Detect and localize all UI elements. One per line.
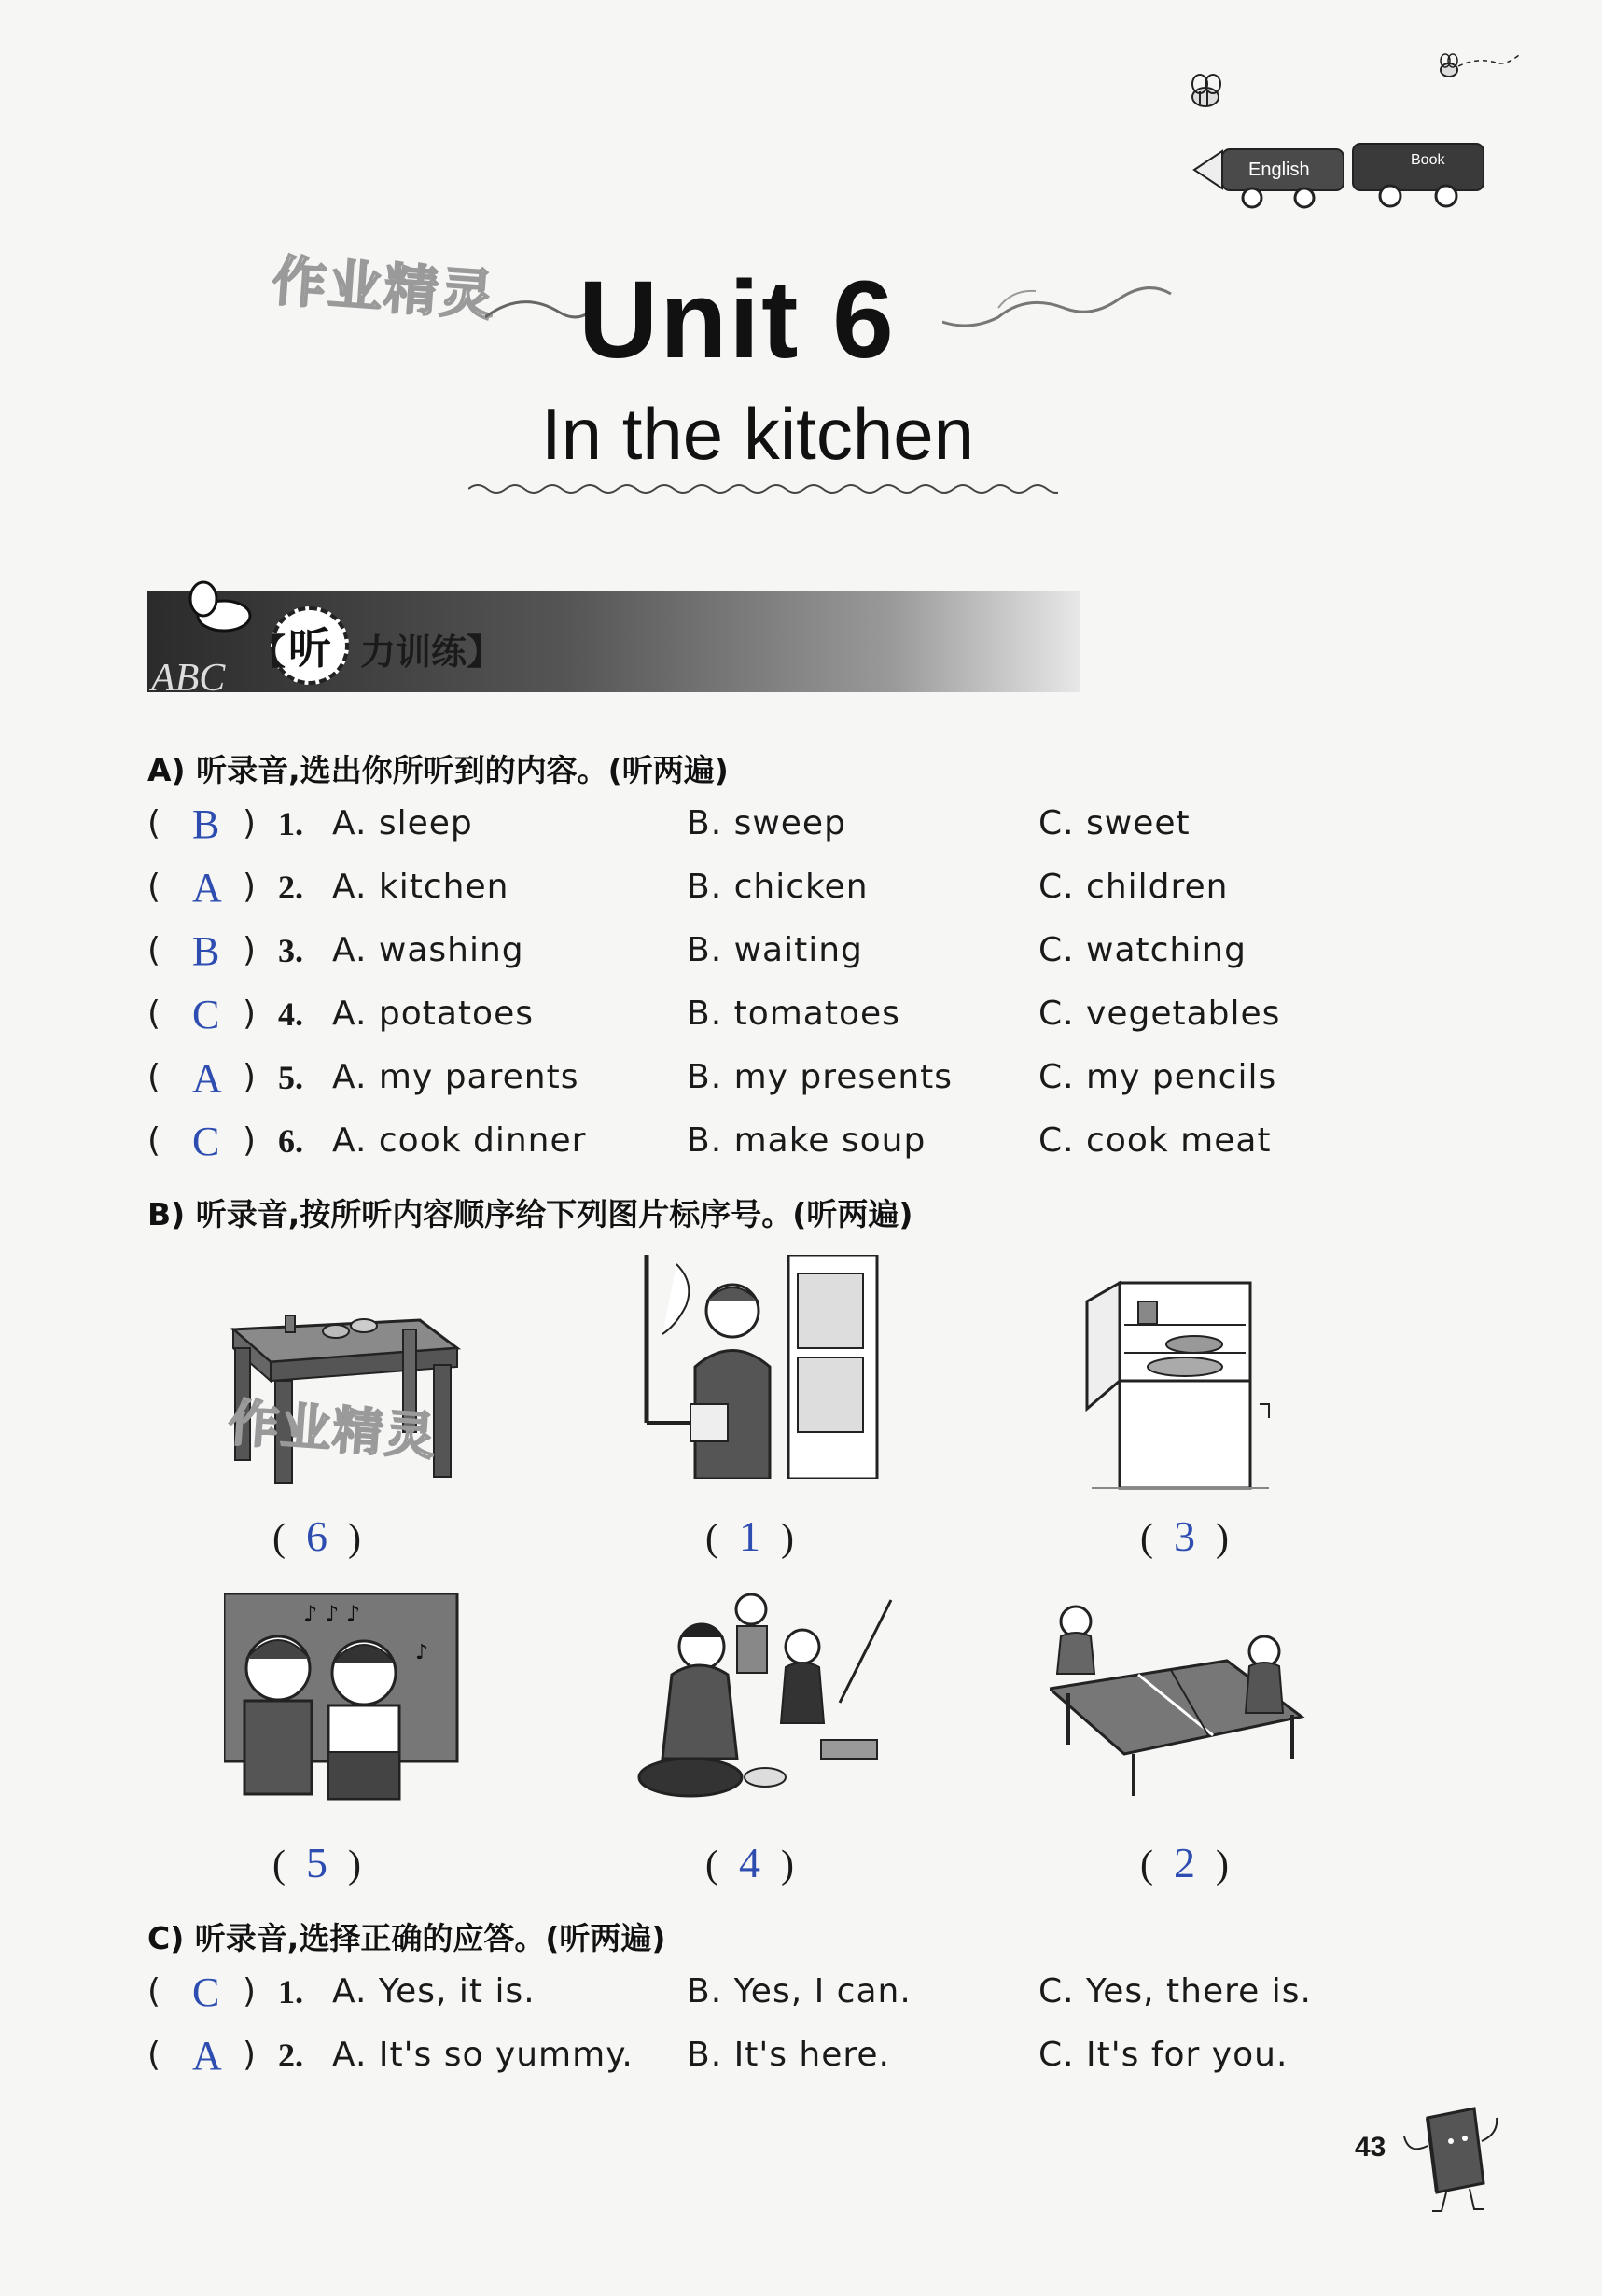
picture-label: ( 4 ) — [705, 1839, 794, 1886]
question-row: ( B ) 1. A. sleep B. sweep C. sweet — [147, 801, 1191, 847]
option-b: B. sweep — [687, 804, 846, 842]
picture-answer: 3 — [1174, 1512, 1195, 1560]
option-a: A. cook dinner — [332, 1121, 587, 1160]
section-c-heading: C) 听录音,选择正确的应答。(听两遍) — [147, 1920, 666, 1956]
family-cooking-icon — [625, 1591, 905, 1824]
listening-badge: 听 — [271, 606, 349, 685]
option-a: A. kitchen — [332, 868, 509, 906]
section-b-heading: B) 听录音,按所听内容顺序给下列图片标序号。(听两遍) — [147, 1196, 913, 1232]
answer-mark: A — [192, 1055, 222, 1101]
pencil-book-train-icon — [1157, 47, 1530, 233]
option-a: A. washing — [332, 931, 524, 969]
option-a: A. my parents — [332, 1058, 579, 1096]
option-b: B. chicken — [687, 868, 869, 906]
option-c: C. sweet — [1038, 804, 1191, 842]
question-row: ( C ) 6. A. cook dinner B. make soup C. cook meat — [147, 1119, 1272, 1164]
section-a-heading: A) 听录音,选出你所听到的内容。(听两遍) — [147, 752, 729, 788]
picture-answer: 6 — [306, 1512, 327, 1560]
question-row: ( C ) 1. A. Yes, it is. B. Yes, I can. C. Yes, there is. — [147, 1969, 1312, 2015]
fridge-icon — [1082, 1273, 1288, 1497]
option-a: A. sleep — [332, 804, 473, 842]
svg-text:♪: ♪ — [415, 1641, 429, 1664]
answer-mark: A — [192, 2033, 222, 2079]
question-number: 5. — [278, 1059, 303, 1096]
picture-label: ( 3 ) — [1140, 1512, 1229, 1560]
man-washing-icon — [639, 1255, 882, 1479]
svg-text:English: English — [1248, 160, 1310, 180]
question-row: ( A ) 2. A. kitchen B. chicken C. children — [147, 865, 1229, 911]
wavy-underline — [468, 481, 1058, 496]
option-b: B. my presents — [687, 1058, 954, 1096]
svg-text:Book: Book — [1411, 152, 1445, 168]
picture-label: ( 1 ) — [705, 1512, 794, 1560]
svg-text:ABC: ABC — [151, 657, 226, 700]
question-number: 4. — [278, 995, 303, 1033]
boys-singing-icon — [224, 1593, 467, 1827]
ping-pong-icon — [1050, 1605, 1311, 1810]
svg-text:♪ ♪ ♪: ♪ ♪ ♪ — [303, 1601, 361, 1627]
page-number: 43 — [1355, 2132, 1386, 2163]
answer-mark: B — [192, 928, 220, 974]
picture-answer: 2 — [1174, 1839, 1195, 1886]
picture-label: ( 5 ) — [272, 1839, 361, 1886]
unit-subtitle: In the kitchen — [541, 393, 974, 475]
question-number: 3. — [278, 932, 303, 969]
book-mascot-icon — [1400, 2099, 1502, 2220]
unit-title: Unit 6 — [578, 258, 896, 382]
option-c: C. Yes, there is. — [1038, 1972, 1312, 2011]
question-number: 2. — [278, 2037, 303, 2074]
option-a: A. potatoes — [332, 995, 534, 1033]
answer-mark: C — [192, 1969, 220, 2015]
question-number: 1. — [278, 1973, 303, 2011]
swirl-right-icon — [942, 280, 1176, 355]
question-number: 6. — [278, 1122, 303, 1160]
question-row: ( B ) 3. A. washing B. waiting C. watching — [147, 928, 1247, 974]
picture-label: ( 2 ) — [1140, 1839, 1229, 1886]
watermark: 作业精灵 — [270, 248, 498, 328]
option-b: B. make soup — [687, 1121, 926, 1160]
answer-mark: C — [192, 992, 220, 1037]
banner-prefix: 【 — [250, 632, 286, 673]
option-c: C. watching — [1038, 931, 1247, 969]
banner-title: 力训练】 — [360, 632, 503, 673]
picture-answer: 1 — [739, 1512, 760, 1560]
option-c: C. children — [1038, 868, 1229, 906]
option-c: C. It's for you. — [1038, 2036, 1289, 2074]
answer-mark: A — [192, 865, 222, 911]
question-number: 1. — [278, 805, 303, 842]
picture-label: ( 6 ) — [272, 1512, 361, 1560]
option-b: B. waiting — [687, 931, 863, 969]
answer-mark: C — [192, 1119, 220, 1164]
watermark: 作业精灵 — [226, 1393, 439, 1467]
option-c: C. cook meat — [1038, 1121, 1272, 1160]
answer-mark: B — [192, 801, 220, 847]
option-c: C. vegetables — [1038, 995, 1281, 1033]
option-c: C. my pencils — [1038, 1058, 1277, 1096]
option-a: A. Yes, it is. — [332, 1972, 536, 2011]
option-a: A. It's so yummy. — [332, 2036, 634, 2074]
option-b: B. It's here. — [687, 2036, 890, 2074]
question-number: 2. — [278, 869, 303, 906]
question-row: ( A ) 2. A. It's so yummy. B. It's here. C. It's for you. — [147, 2033, 1289, 2079]
question-row: ( C ) 4. A. potatoes B. tomatoes C. vegetables — [147, 992, 1281, 1037]
picture-answer: 5 — [306, 1839, 327, 1886]
option-b: B. Yes, I can. — [687, 1972, 912, 2011]
option-b: B. tomatoes — [687, 995, 900, 1033]
question-row: ( A ) 5. A. my parents B. my presents C. my pencils — [147, 1055, 1277, 1101]
picture-answer: 4 — [739, 1839, 760, 1886]
